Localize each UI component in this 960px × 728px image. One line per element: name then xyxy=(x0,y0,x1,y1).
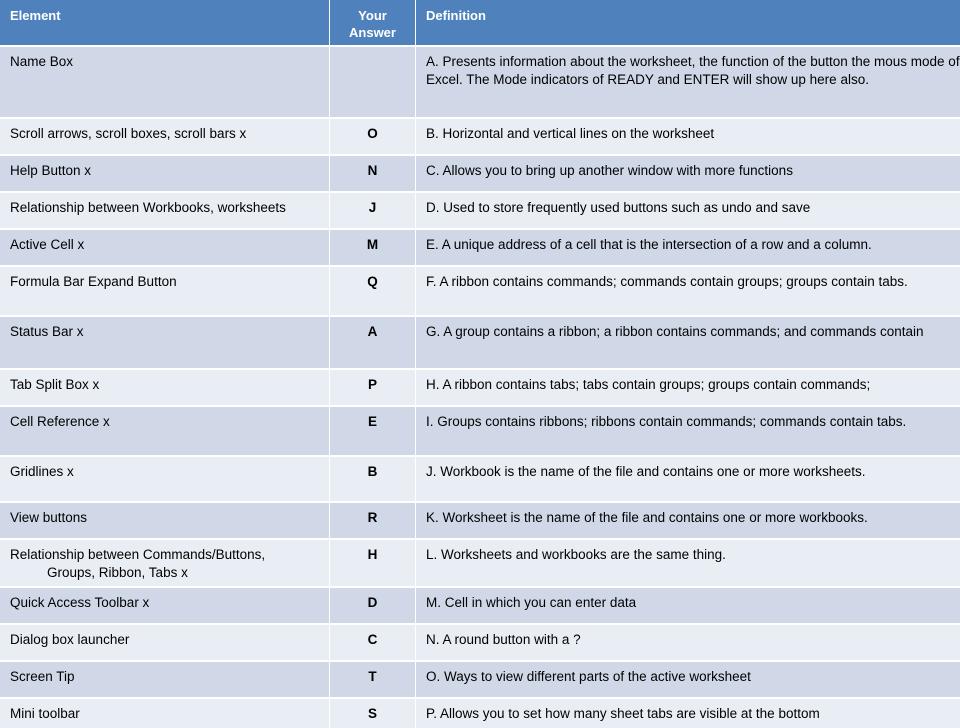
table-row xyxy=(0,586,960,623)
answer-cell: R xyxy=(330,503,416,538)
element-cell: View buttons xyxy=(0,503,330,538)
header-your-answer xyxy=(330,0,416,45)
answer-cell: T xyxy=(330,662,416,697)
table-header-row xyxy=(0,0,960,45)
definition-cell: K. Worksheet is the name of the file and contains one or more workbooks. xyxy=(426,510,868,525)
header-definition: Definition xyxy=(426,8,486,23)
definition-cell: E. A unique address of a cell that is the intersection of a row and a column. xyxy=(426,237,872,252)
answer-cell: O xyxy=(330,119,416,154)
element-cell: Active Cell x xyxy=(0,230,330,265)
answer-cell: D xyxy=(330,588,416,623)
table-row xyxy=(0,117,960,154)
header-answer-line1: Your xyxy=(358,8,387,23)
header-element: Element xyxy=(0,0,330,45)
element-cell: Gridlines x xyxy=(0,457,330,501)
answer-cell: H xyxy=(330,540,416,586)
definition-cell: I. Groups contains ribbons; ribbons contain commands; commands contain tabs. xyxy=(426,414,907,429)
element-line2: Groups, Ribbon, Tabs x xyxy=(47,565,188,580)
definition-cell: M. Cell in which you can enter data xyxy=(426,595,637,610)
table-row xyxy=(0,191,960,228)
definition-cell: L. Worksheets and workbooks are the same thing. xyxy=(426,547,726,562)
definition-cell: A. Presents information about the worksheet, the function of the button the mous mode of Excel. The Mode indicators of READY and ENTER will show up here also. xyxy=(426,54,960,87)
table-row xyxy=(0,405,960,455)
table-row xyxy=(0,697,960,728)
table-row xyxy=(0,154,960,191)
element-cell: Status Bar x xyxy=(0,317,330,368)
element-line1: Relationship between Commands/Buttons, xyxy=(10,547,266,562)
answer-cell: P xyxy=(330,370,416,405)
table-row xyxy=(0,265,960,315)
answer-cell: C xyxy=(330,625,416,660)
answer-cell: Q xyxy=(330,267,416,315)
definition-cell: C. Allows you to bring up another window with more functions xyxy=(426,163,793,178)
definition-cell: G. A group contains a ribbon; a ribbon contains commands; and commands contain xyxy=(426,324,924,339)
element-cell: Cell Reference x xyxy=(0,407,330,455)
element-cell: Formula Bar Expand Button xyxy=(0,267,330,315)
table-row xyxy=(0,455,960,501)
element-cell: Screen Tip xyxy=(0,662,330,697)
table-row xyxy=(0,368,960,405)
definition-cell: F. A ribbon contains commands; commands contain groups; groups contain tabs. xyxy=(426,274,908,289)
table-row xyxy=(0,45,960,117)
answer-cell: S xyxy=(330,699,416,728)
table-row xyxy=(0,315,960,368)
element-cell xyxy=(0,540,330,586)
element-cell: Dialog box launcher xyxy=(0,625,330,660)
answer-cell: M xyxy=(330,230,416,265)
element-cell: Mini toolbar xyxy=(0,699,330,728)
definition-cell: J. Workbook is the name of the file and contains one or more worksheets. xyxy=(426,464,866,479)
definition-cell: N. A round button with a ? xyxy=(426,632,581,647)
table-row xyxy=(0,228,960,265)
answer-cell: B xyxy=(330,457,416,501)
table-row xyxy=(0,660,960,697)
header-answer-line2: Answer xyxy=(349,25,396,40)
element-cell: Help Button x xyxy=(0,156,330,191)
definition-cell: B. Horizontal and vertical lines on the worksheet xyxy=(426,126,715,141)
definition-cell: D. Used to store frequently used buttons such as undo and save xyxy=(426,200,811,215)
answer-cell: J xyxy=(330,193,416,228)
element-cell: Quick Access Toolbar x xyxy=(0,588,330,623)
element-cell: Name Box xyxy=(0,47,330,117)
table-row xyxy=(0,538,960,586)
answer-cell xyxy=(330,47,416,117)
answer-cell: N xyxy=(330,156,416,191)
definition-cell: O. Ways to view different parts of the active worksheet xyxy=(426,669,751,684)
element-cell: Tab Split Box x xyxy=(0,370,330,405)
answer-cell: E xyxy=(330,407,416,455)
element-cell: Scroll arrows, scroll boxes, scroll bars x xyxy=(0,119,330,154)
answer-cell: A xyxy=(330,317,416,368)
table-row xyxy=(0,501,960,538)
definition-cell: P. Allows you to set how many sheet tabs are visible at the bottom xyxy=(426,706,820,721)
table-row xyxy=(0,623,960,660)
element-cell: Relationship between Workbooks, worksheets xyxy=(0,193,330,228)
definition-cell: H. A ribbon contains tabs; tabs contain groups; groups contain commands; xyxy=(426,377,871,392)
